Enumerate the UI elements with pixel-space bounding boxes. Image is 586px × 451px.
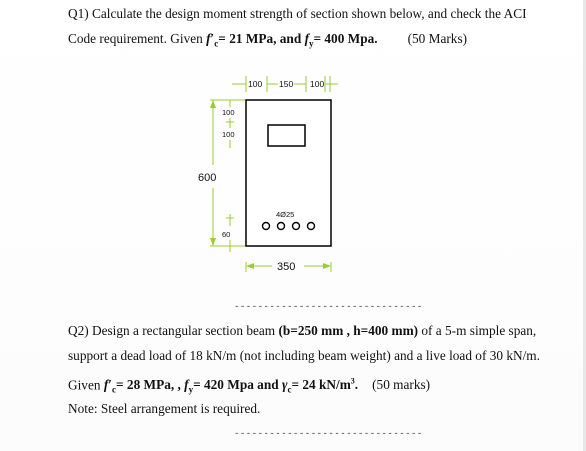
opening-rect [268,125,305,146]
q1-marks: (50 Marks) [407,31,468,46]
q2-loads: support a dead load of 18 kN/m (not including beam weight) and a live load of 30 kN/m. [68,348,540,363]
dim-top-left: 100 [248,79,263,89]
q2-note: Note: Steel arrangement is required. [68,401,261,416]
separator-bottom: -------------------------------- [234,429,423,439]
dim-top-middle: 150 [279,79,294,89]
dim-left-upper: 100 [222,108,235,117]
rebar-4 [308,223,315,230]
dim-bottom-cover: 60 [222,230,231,239]
q1-fc: $f'_c= 21$ MPa, and $f_y= 400$ Mpa. [206,31,378,49]
q2-title: Q2) Design a rectangular section beam (b=250 mm , h=400 mm) of a 5-m simple span, [68,323,537,338]
dim-height: 600 [198,172,217,184]
dim-width: 350 [277,261,296,273]
rebar-2 [278,223,285,230]
q2-given: Given $f'_c= 28$ MPa, , $f_y= 420$ Mpa and $\gamma_c= 24$ $kN/m^3$. (50 marks) [68,377,431,396]
rebar-1 [263,223,270,230]
separator-top: -------------------------------- [234,302,423,312]
q1-text-line2: Code requirement. Given [68,31,207,46]
q1-text-line1: Q1) Calculate the design moment strength of section shown below, and check the ACI [68,6,527,21]
dim-top-right: 100 [310,79,325,89]
q2-marks: (50 marks) [372,377,431,393]
beam-outline [246,100,331,246]
dim-left-lower: 100 [222,130,235,139]
rebar-label: 4Ø25 [276,210,295,219]
rebar-3 [293,223,300,230]
